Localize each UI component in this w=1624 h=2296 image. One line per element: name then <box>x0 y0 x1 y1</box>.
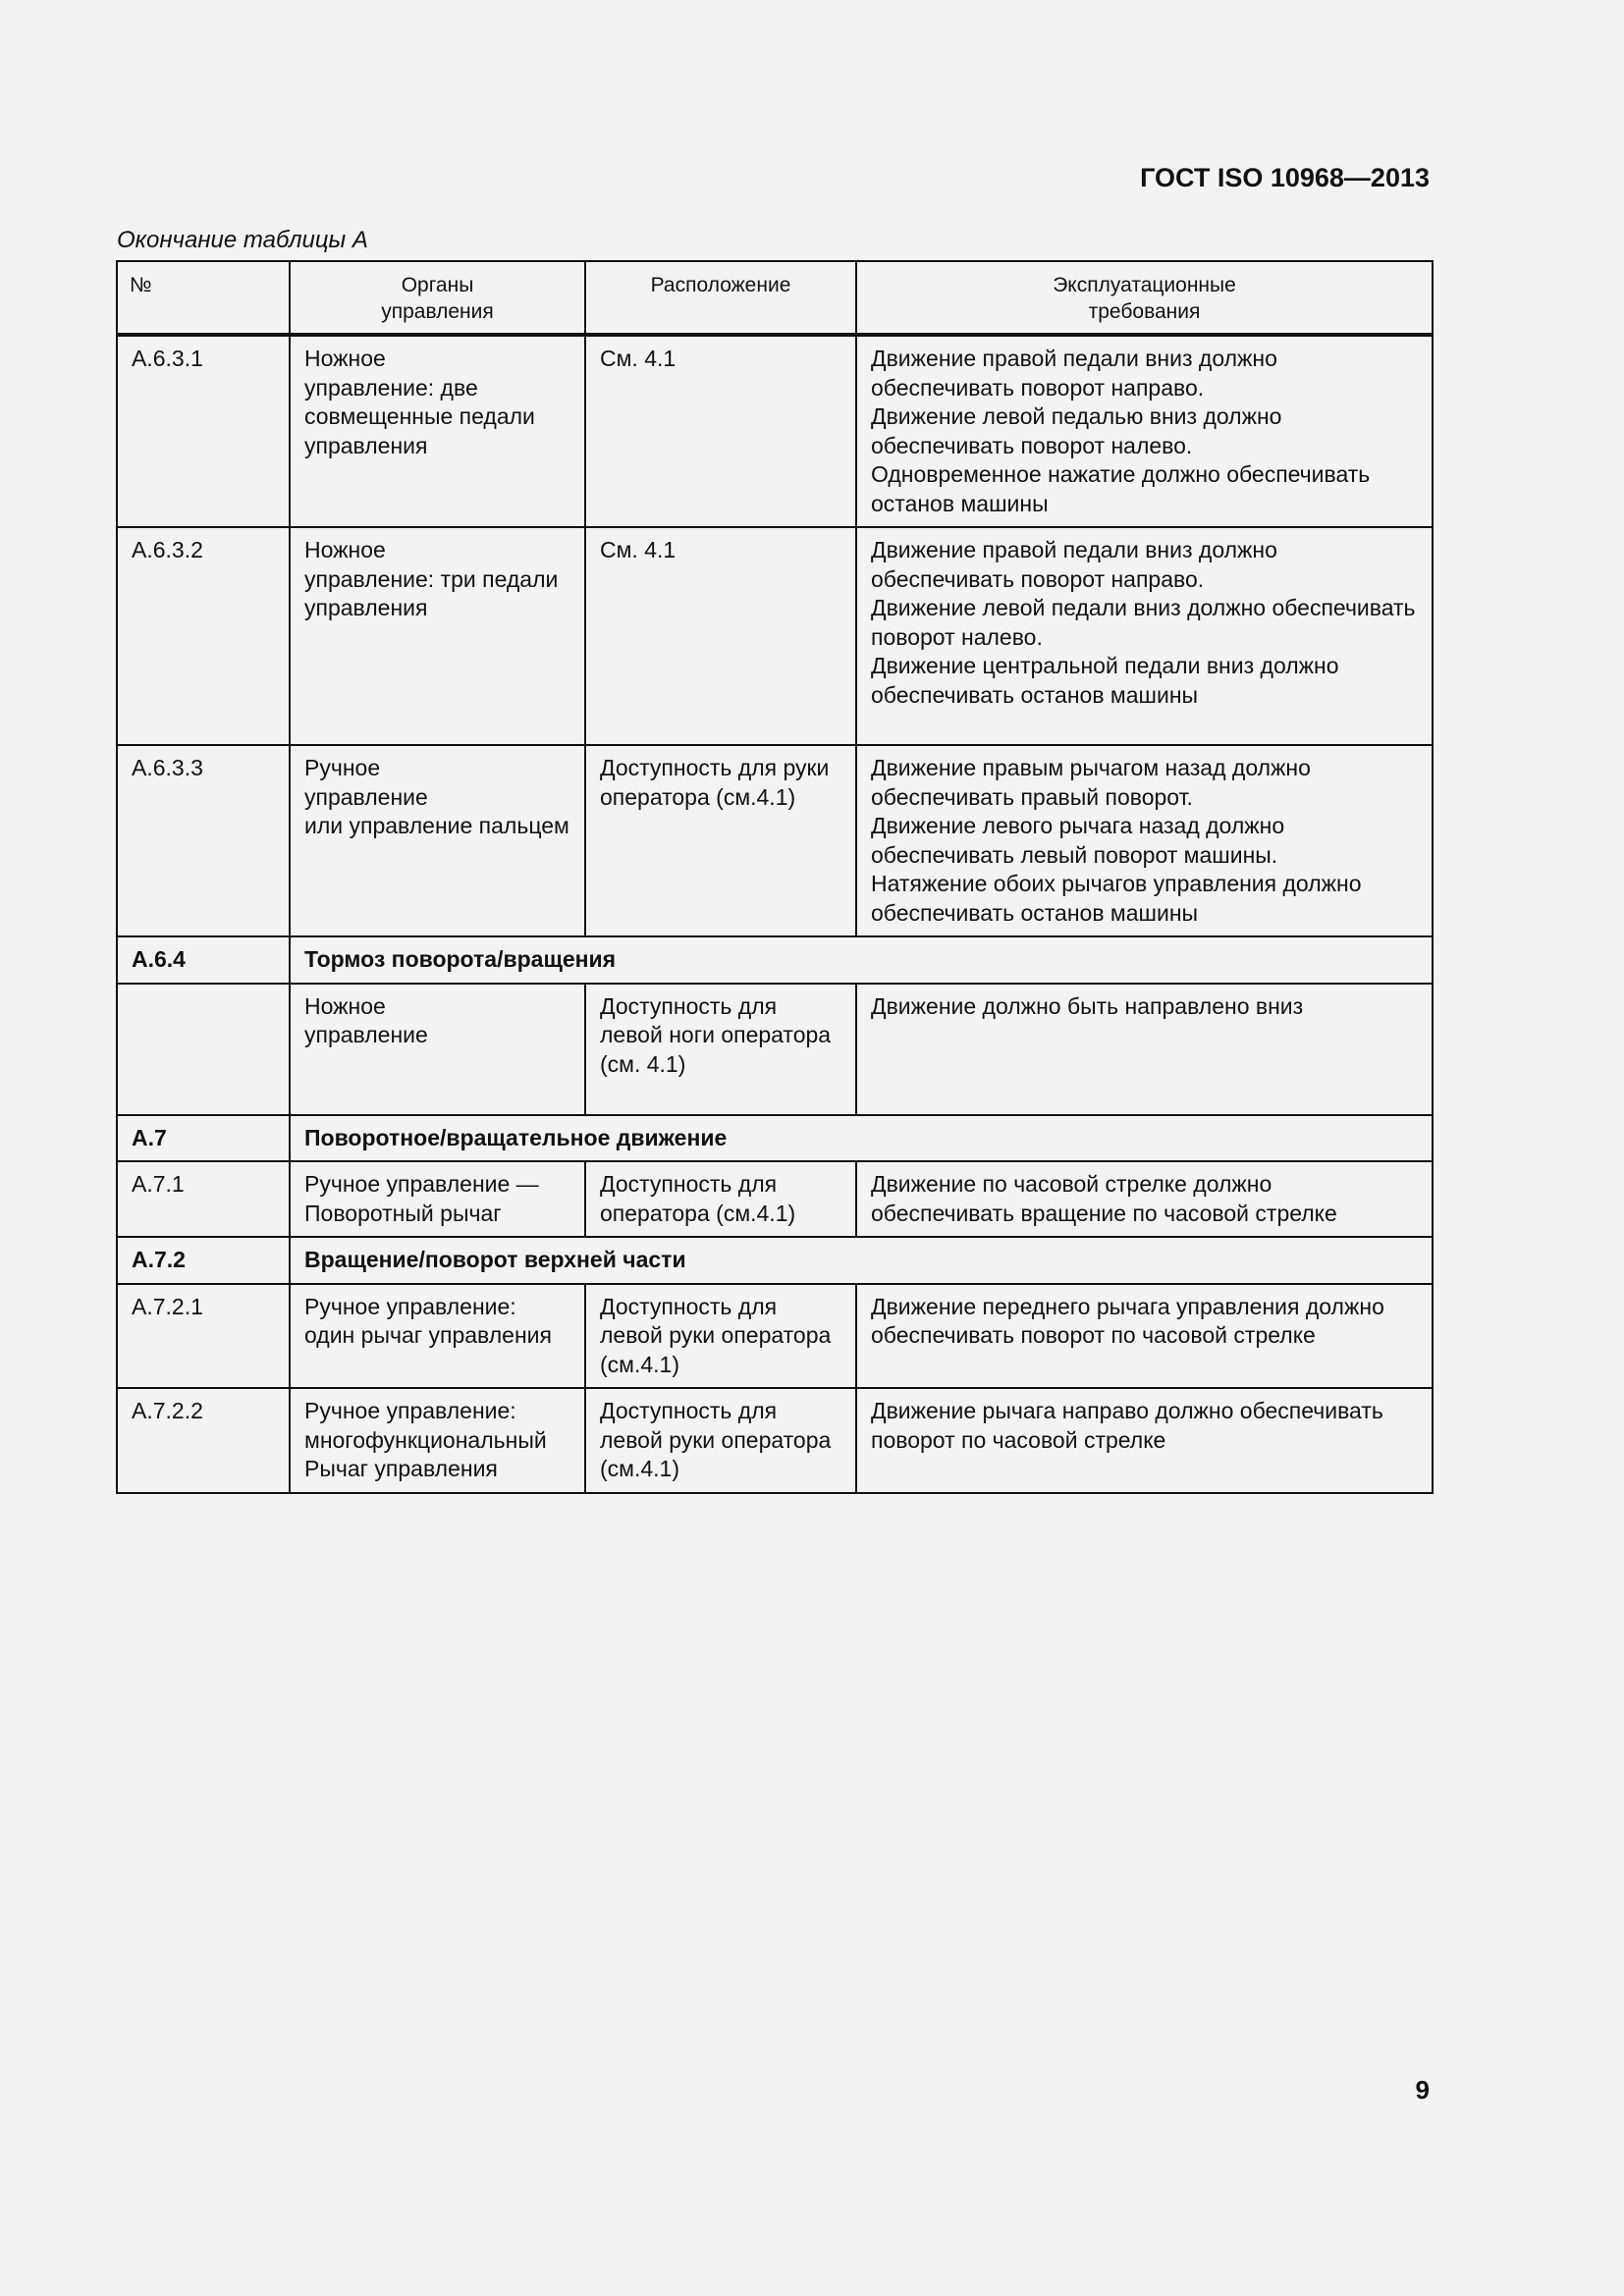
row-number <box>117 984 290 1115</box>
row-number: А.7.1 <box>117 1161 290 1237</box>
row-number: А.6.3.2 <box>117 527 290 745</box>
row-number: А.7.2.1 <box>117 1284 290 1389</box>
row-control: Ручное управление — Поворотный рычаг <box>290 1161 585 1237</box>
column-header-number: № <box>117 261 290 335</box>
row-requirements: Движение правой педали вниз должно обеспечивать поворот направо. Движение левой педалью вниз должно обеспечивать поворот налево. Одновременное нажатие должно обеспечивать останов машины <box>856 335 1433 527</box>
table-row <box>117 1284 1433 1389</box>
section-number: А.7 <box>117 1115 290 1162</box>
table-row <box>117 745 1433 936</box>
row-requirements: Движение должно быть направлено вниз <box>856 984 1433 1115</box>
document-code: ГОСТ ISO 10968—2013 <box>1140 163 1430 192</box>
row-control: Ножное управление <box>290 984 585 1115</box>
section-title: Вращение/поворот верхней части <box>290 1237 1433 1284</box>
row-location: Доступность для левой ноги оператора (см. 4.1) <box>585 984 856 1115</box>
row-control: Ножное управление: две совмещенные педали управления <box>290 335 585 527</box>
table-row <box>117 984 1433 1115</box>
row-location: Доступность для левой руки оператора (см.4.1) <box>585 1284 856 1389</box>
row-number: А.7.2.2 <box>117 1388 290 1493</box>
row-number: А.6.3.3 <box>117 745 290 936</box>
section-row <box>117 1115 1433 1162</box>
row-requirements: Движение правым рычагом назад должно обеспечивать правый поворот. Движение левого рычага назад должно обеспечивать левый поворот машины. Натяжение обоих рычагов управления должно обеспечивать останов машины <box>856 745 1433 936</box>
row-location: См. 4.1 <box>585 335 856 527</box>
row-control: Ручное управление или управление пальцем <box>290 745 585 936</box>
row-number: А.6.3.1 <box>117 335 290 527</box>
table-header-row <box>117 261 1433 335</box>
row-requirements: Движение правой педали вниз должно обеспечивать поворот направо. Движение левой педали вниз должно обеспечивать поворот налево. Движение центральной педали вниз должно обеспечивать останов машины <box>856 527 1433 745</box>
column-header-controls: Органы управления <box>290 261 585 335</box>
row-location: Доступность для левой руки оператора (см.4.1) <box>585 1388 856 1493</box>
table-row <box>117 1161 1433 1237</box>
section-number: А.7.2 <box>117 1237 290 1284</box>
row-location: Доступность для руки оператора (см.4.1) <box>585 745 856 936</box>
row-control: Ножное управление: три педали управления <box>290 527 585 745</box>
row-control: Ручное управление: один рычаг управления <box>290 1284 585 1389</box>
column-header-location: Расположение <box>585 261 856 335</box>
row-location: Доступность для оператора (см.4.1) <box>585 1161 856 1237</box>
section-row <box>117 1237 1433 1284</box>
column-header-requirements: Эксплуатационные требования <box>856 261 1433 335</box>
row-requirements: Движение рычага направо должно обеспечивать поворот по часовой стрелке <box>856 1388 1433 1493</box>
table-row <box>117 335 1433 527</box>
section-number: А.6.4 <box>117 936 290 984</box>
table-row <box>117 527 1433 745</box>
row-requirements: Движение переднего рычага управления должно обеспечивать поворот по часовой стрелке <box>856 1284 1433 1389</box>
section-row <box>117 936 1433 984</box>
row-requirements: Движение по часовой стрелке должно обеспечивать вращение по часовой стрелке <box>856 1161 1433 1237</box>
requirements-table <box>116 260 1434 1494</box>
section-title: Поворотное/вращательное движение <box>290 1115 1433 1162</box>
table-row <box>117 1388 1433 1493</box>
page-number: 9 <box>1415 2075 1430 2105</box>
row-location: См. 4.1 <box>585 527 856 745</box>
table-caption: Окончание таблицы А <box>117 227 368 253</box>
section-title: Тормоз поворота/вращения <box>290 936 1433 984</box>
row-control: Ручное управление: многофункциональный Рычаг управления <box>290 1388 585 1493</box>
